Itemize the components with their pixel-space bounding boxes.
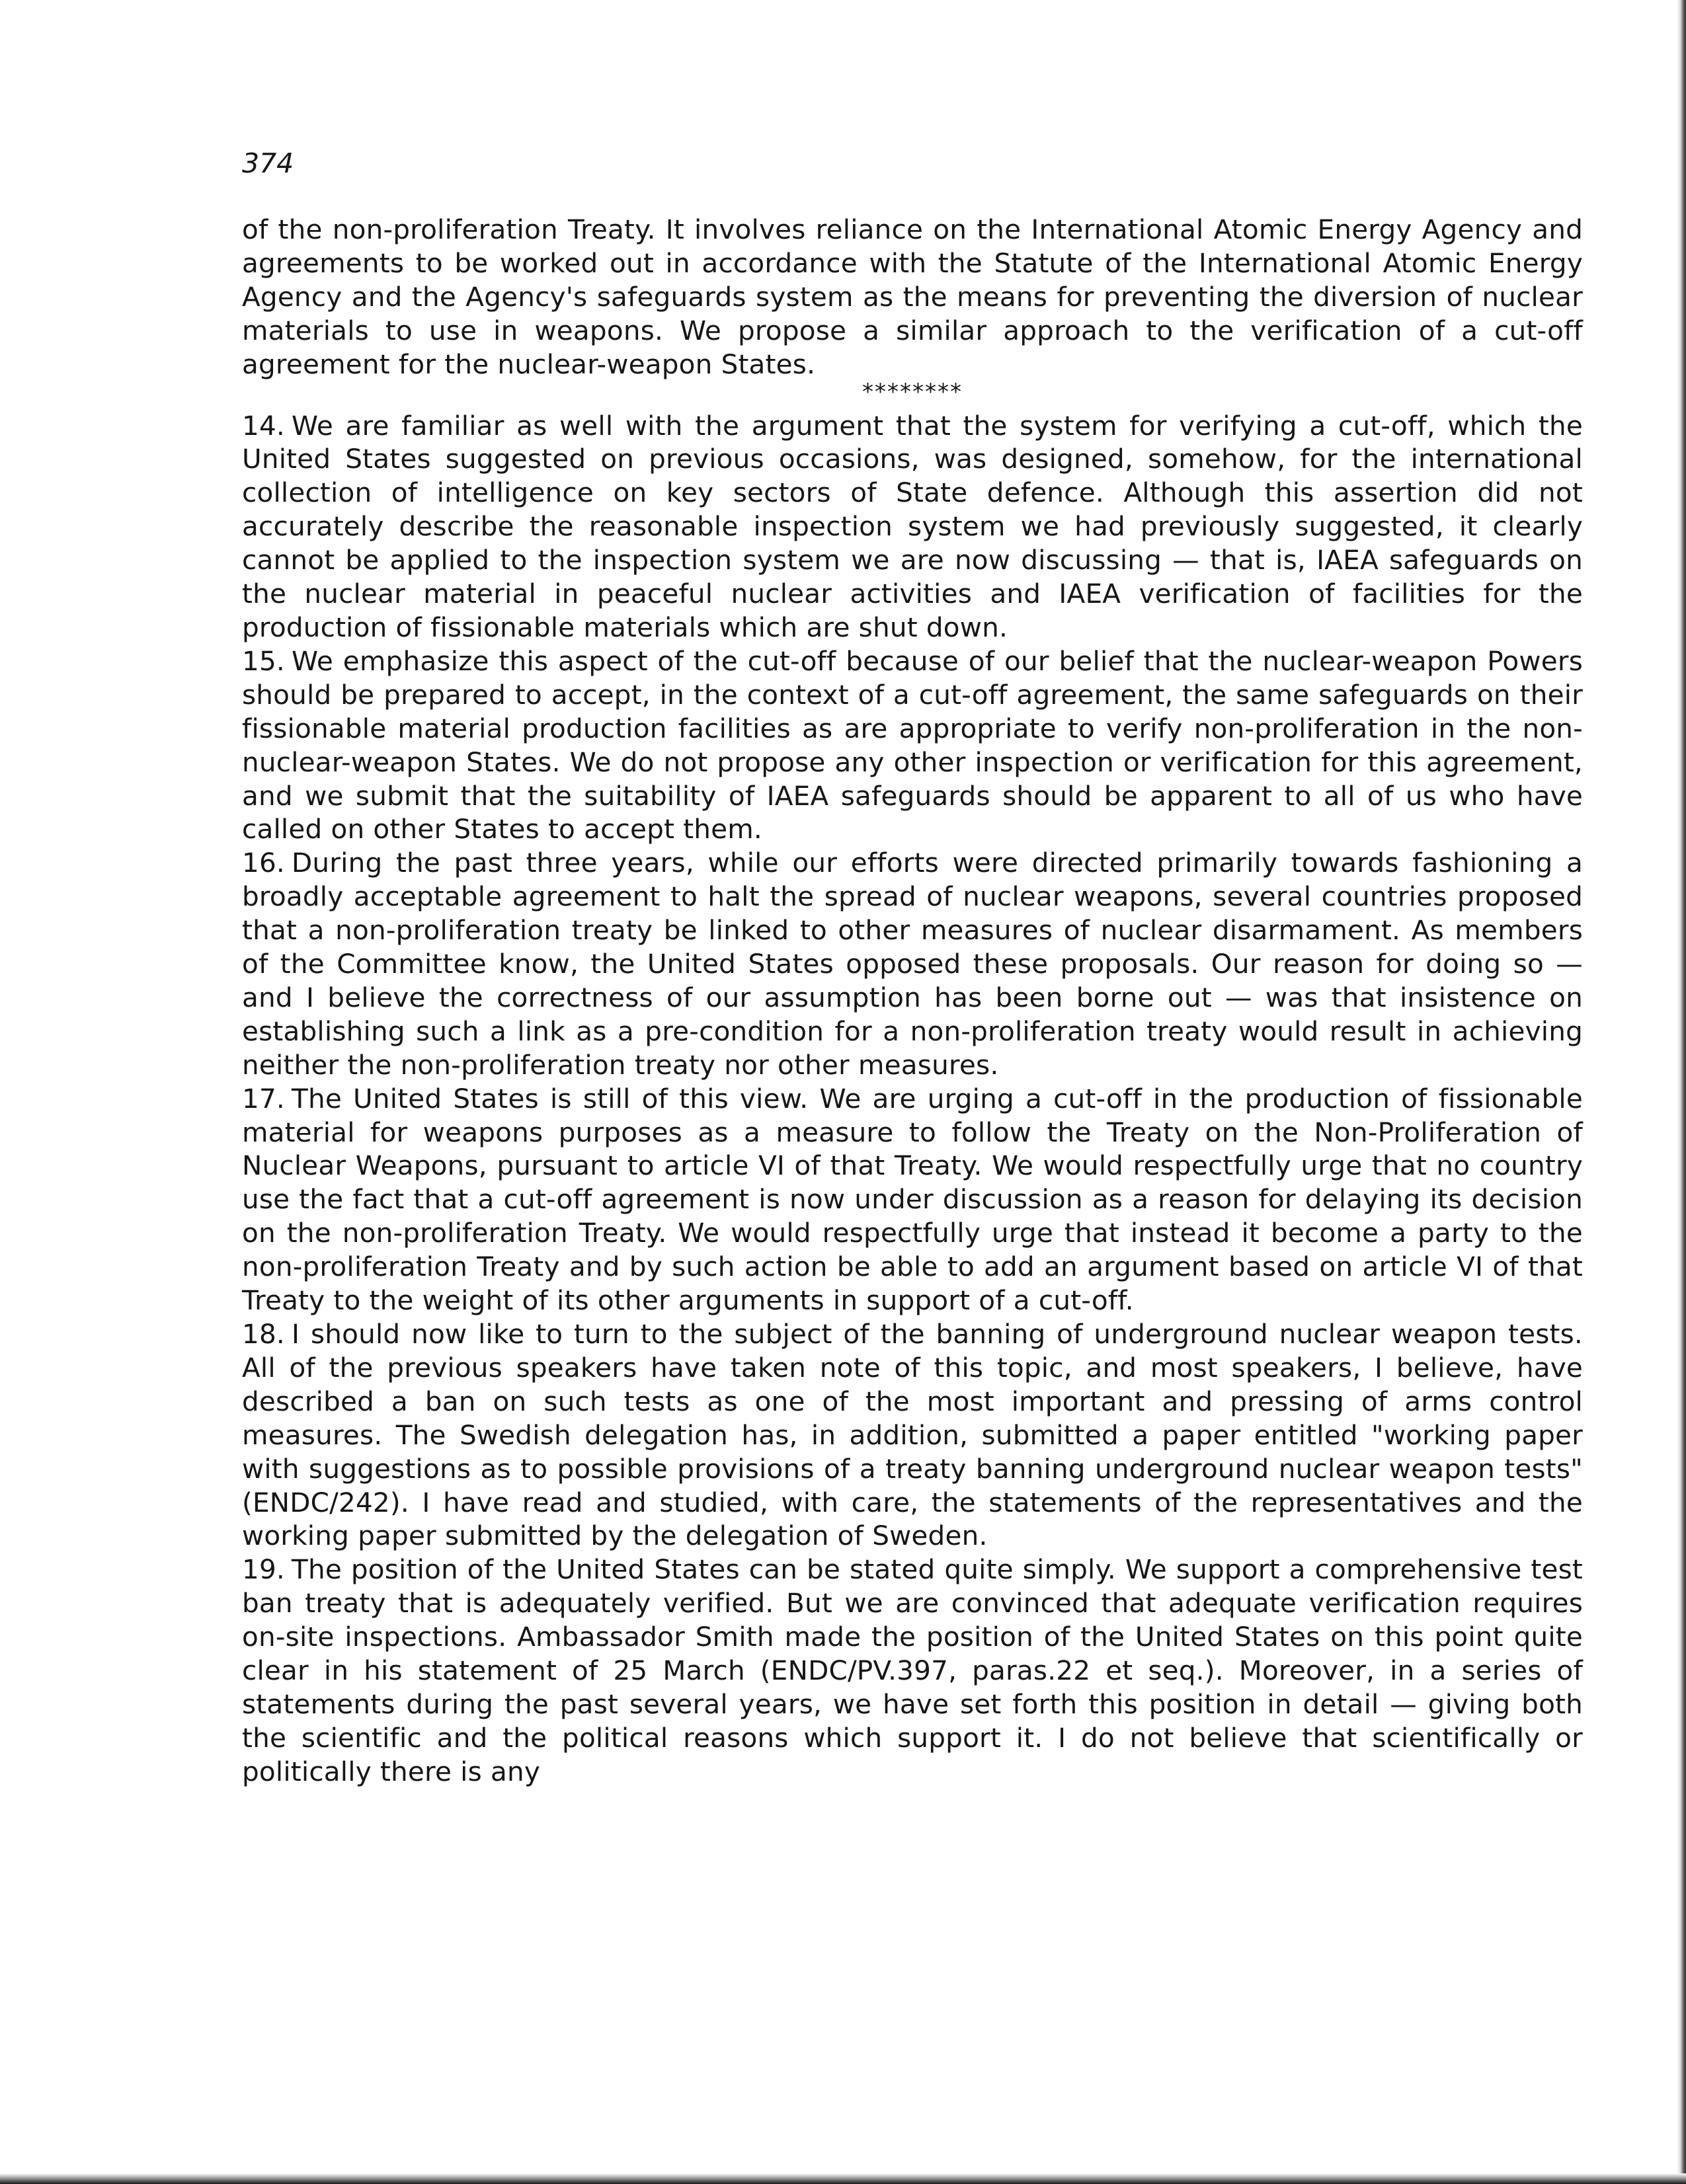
paragraph-number: 18. <box>242 1318 286 1350</box>
paragraph-text: The United States is still of this view. We are urging a cut-off in the production of fissionable material for weapons purposes as a measure to follow the Treaty on the Non-Proliferation of Nuclear Weapons, pursuant to article VI of that Treaty. We would respectfully urge that no country use the fact that a cut-off agreement is now under discussion as a reason for delaying its decision on the non-proliferation Treaty. We would respectfully urge that instead it become a party to the non-proliferation Treaty and by such action be able to add an argument based on article VI of that Treaty to the weight of its other arguments in support of a cut-off. <box>242 1082 1583 1317</box>
paragraph-19 <box>242 1553 1583 1788</box>
paragraph-number: 15. <box>242 644 286 677</box>
paragraph-text: We are familiar as well with the argument that the system for verifying a cut-off, which the United States suggested on previous occasions, was designed, somehow, for the international collection of intelligence on key sectors of State defence. Although this assertion did not accurately describe the reasonable inspection system we had previously suggested, it clearly cannot be applied to the inspection system we are now discussing — that is, IAEA safeguards on the nuclear material in peaceful nuclear activities and IAEA verification of facilities for the production of fissionable materials which are shut down. <box>242 409 1583 643</box>
paragraph-15 <box>242 644 1583 846</box>
paragraph-text: The position of the United States can be stated quite simply. We support a comprehensive test ban treaty that is adequately verified. But we are convinced that adequate verification requires on-site inspections. Ambassador Smith made the position of the United States on this point quite clear in his statement of 25 March (ENDC/PV.397, paras.22 et seq.). Moreover, in a series of statements during the past several years, we have set forth this position in detail — giving both the scientific and the political reasons which support it. I do not believe that scientifically or politically there is any <box>242 1553 1583 1787</box>
paragraph-text: I should now like to turn to the subject of the banning of underground nuclear weapon tests. All of the previous speakers have taken note of this topic, and most speakers, I believe, have described a ban on such tests as one of the most important and pressing of arms control measures. The Swedish delegation has, in addition, submitted a paper entitled "working paper with suggestions as to possible provisions of a treaty banning underground nuclear weapon tests" (ENDC/242). I have read and studied, with care, the statements of the representatives and the working paper submitted by the delegation of Sweden. <box>242 1318 1583 1552</box>
section-separator: ******** <box>862 378 963 405</box>
paragraph-text: We emphasize this aspect of the cut-off because of our belief that the nuclear-weapon Powers should be prepared to accept, in the context of a cut-off agreement, the same safeguards on their fissionable material production facilities as are appropriate to verify non-proliferation in the non-nuclear-weapon States. We do not propose any other inspection or verification for this agreement, and we submit that the suitability of IAEA safeguards should be apparent to all of us who have called on other States to accept them. <box>242 644 1583 845</box>
paragraph-text: During the past three years, while our efforts were directed primarily towards fashioning a broadly acceptable agreement to halt the spread of nuclear weapons, several countries proposed that a non-proliferation treaty be linked to other measures of nuclear disarmament. As members of the Committee know, the United States opposed these proposals. Our reason for doing so — and I believe the correctness of our assumption has been borne out — was that insistence on establishing such a link as a pre-condition for a non-proliferation treaty would result in achieving neither the non-proliferation treaty nor other measures. <box>242 847 1583 1081</box>
document-body <box>242 213 1583 1789</box>
paragraph-number: 16. <box>242 847 286 879</box>
paragraph-18 <box>242 1317 1583 1553</box>
paragraph-16 <box>242 846 1583 1081</box>
paragraph-14 <box>242 409 1583 644</box>
paragraph-number: 19. <box>242 1553 286 1586</box>
paragraph-17 <box>242 1082 1583 1317</box>
paragraph-number: 17. <box>242 1082 286 1114</box>
scan-bottom-edge <box>0 2173 1686 2184</box>
intro-paragraph: of the non-proliferation Treaty. It involves reliance on the International Atomic Energy Agency and agreements to be worked out in accordance with the Statute of the International Atomic Energy Agency and the Agency's safeguards system as the means for preventing the diversion of nuclear materials to use in weapons. We propose a similar approach to the verification of a cut-off agreement for the nuclear-weapon States. <box>242 214 1583 380</box>
scan-right-edge <box>1677 0 1686 2184</box>
page-number: 374 <box>242 147 294 179</box>
paragraph-number: 14. <box>242 409 286 442</box>
